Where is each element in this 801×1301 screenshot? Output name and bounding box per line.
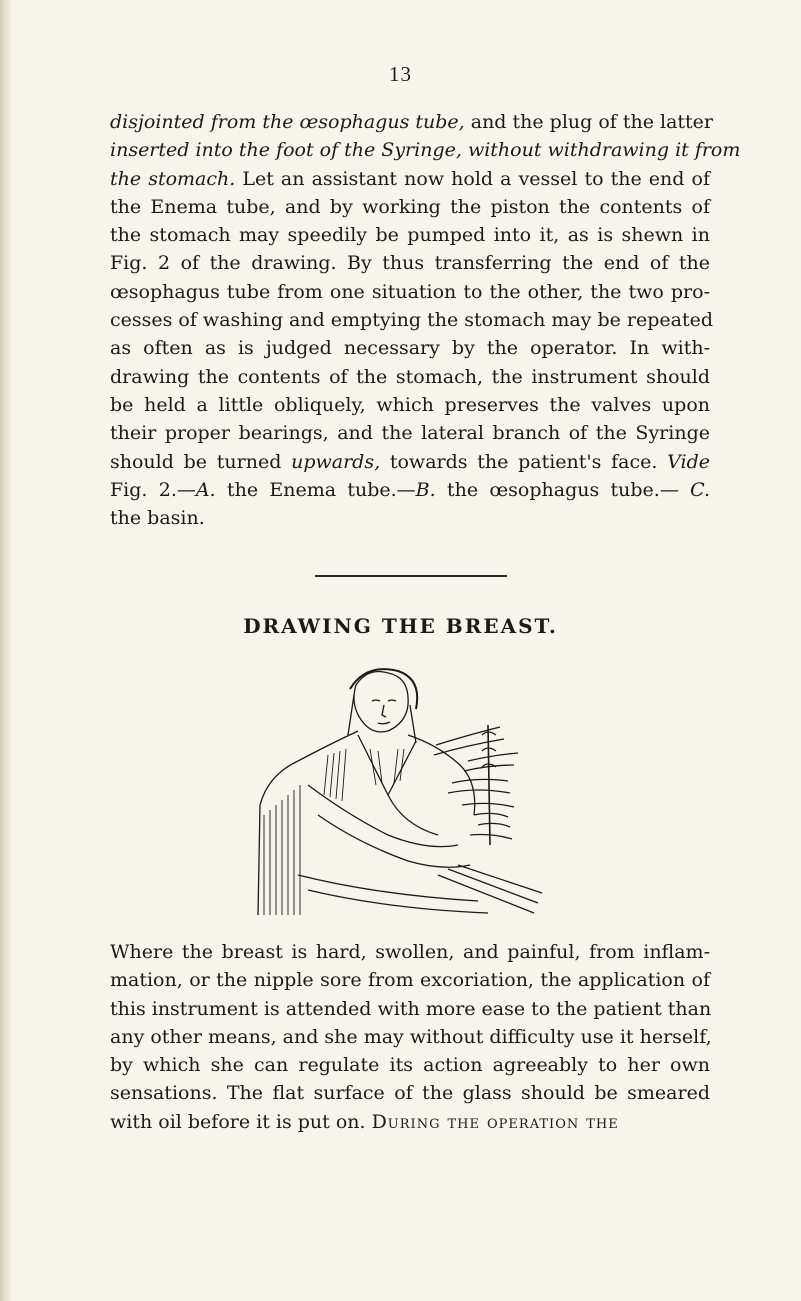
text-line [110,1108,710,1136]
text-line [110,419,710,447]
text-run: Vide [667,450,710,473]
text-run: as often as is judged necessary by the operator. In with- [110,337,710,360]
text-line [110,391,710,419]
text-line [110,966,710,994]
text-run: the œsophagus tube.— [435,478,691,501]
text-run: the Enema tube.— [215,478,416,501]
text-line [110,278,710,306]
text-run: by which she can regulate its action agreeably to her own [110,1054,710,1077]
text-line [110,938,710,966]
paragraph-1 [110,108,741,532]
section-heading: DRAWING THE BREAST. [243,614,558,638]
page-edge [0,0,12,1301]
text-run: the basin. [110,507,205,530]
text-run: the Enema tube, and by working the piston the contents of [110,195,710,218]
text-line [110,363,710,391]
text-run: towards the patient's face. [380,450,668,473]
text-run: should be turned [110,450,292,473]
text-run: their proper bearings, and the lateral branch of the Syringe [110,422,710,445]
text-run: inserted into the foot of the Syringe, without withdrawing it from [110,139,741,162]
text-run: this instrument is attended with more ease to the patient than [110,997,712,1020]
text-line [110,995,710,1023]
text-run: be held a little obliquely, which preserves the valves upon [110,393,710,416]
text-line [110,334,710,362]
text-run: A. [195,478,216,501]
breast-drawing-illustration [238,665,568,920]
text-line [110,193,710,221]
text-run: with oil before it is put on. [110,1110,372,1133]
page-number: 13 [389,62,412,86]
text-run: œsophagus tube from one situation to the other, the two pro- [110,280,710,303]
text-line [110,1079,710,1107]
text-line [110,249,710,277]
text-run: During the operation the [371,1110,619,1133]
text-run: sensations. The flat surface of the glass should be smeared [110,1082,710,1105]
text-run: Fig. 2.— [110,478,196,501]
paragraph-2 [110,938,710,1136]
text-line [110,136,741,164]
text-line [110,221,710,249]
text-run: C. [690,478,711,501]
text-run: the stomach. [110,167,236,190]
text-run: disjointed from the œsophagus tube, [110,111,465,133]
text-run: any other means, and she may without difficulty use it herself, [110,1025,712,1048]
text-run: mation, or the nipple sore from excoriation, the application of [110,969,710,992]
text-line [110,1051,710,1079]
text-line [110,504,710,532]
text-line [110,306,714,334]
text-line [110,476,710,504]
text-line [110,165,710,193]
text-run: and the plug of the latter [464,111,714,133]
text-line [110,448,710,476]
text-run: Fig. 2 of the drawing. By thus transferring the end of the [110,252,710,275]
text-run: B. [415,478,436,501]
text-run: cesses of washing and emptying the stomach may be repeated [110,309,714,332]
text-line [110,1023,710,1051]
text-run: Where the breast is hard, swollen, and painful, from inflam- [110,941,710,963]
text-line [110,108,714,136]
text-run: upwards, [291,450,381,473]
text-run: Let an assistant now hold a vessel to the end of [235,167,710,190]
text-run: the stomach may speedily be pumped into it, as is shewn in [110,224,710,247]
section-divider [315,575,507,577]
text-run: drawing the contents of the stomach, the instrument should [110,365,710,388]
